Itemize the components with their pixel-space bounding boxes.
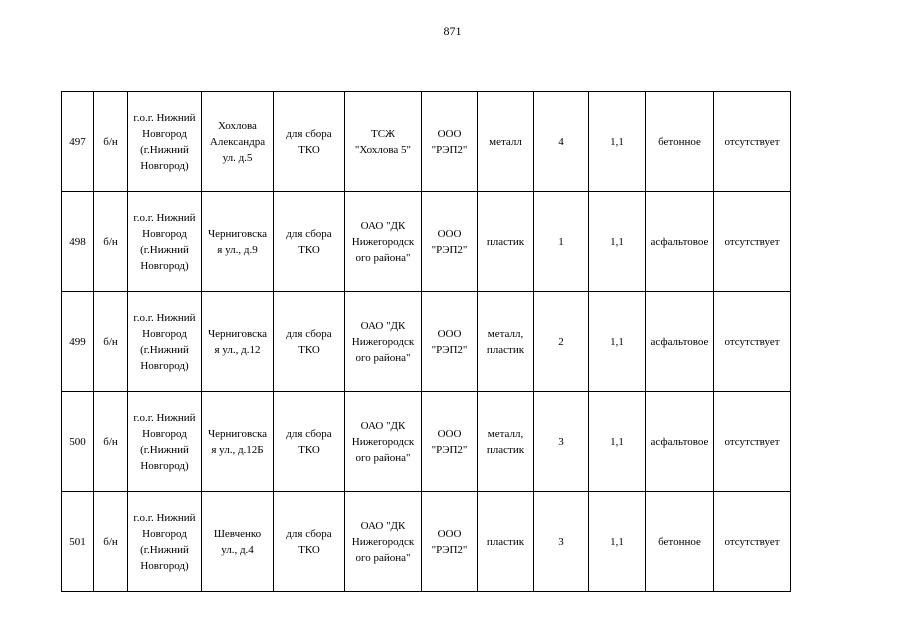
cell-line: металл, (487, 327, 524, 340)
cell-line: Хохлова (218, 119, 257, 132)
cell-line: ого района" (355, 351, 411, 364)
cell-owner (345, 192, 422, 292)
cell-line: Черниговска (207, 227, 268, 240)
cell-line: (г.Нижний (140, 543, 189, 556)
cell-line: Новгород (142, 427, 187, 440)
cell-line: Новгород (142, 327, 187, 340)
cell-fence: отсутствует (714, 392, 791, 492)
cell-registry-mark: б/н (94, 192, 128, 292)
cell-coverage: асфальтовое (646, 292, 714, 392)
cell-coverage: бетонное (646, 92, 714, 192)
table-row (62, 392, 791, 492)
cell-line: я ул., д.12 (214, 343, 261, 356)
cell-line: ТКО (298, 143, 320, 156)
cell-line: ООО (437, 427, 462, 440)
cell-line: Новгород) (140, 459, 189, 472)
cell-material (478, 192, 534, 292)
cell-volume: 1,1 (589, 292, 646, 392)
cell-line: ООО (437, 127, 462, 140)
cell-fence: отсутствует (714, 292, 791, 392)
cell-line: ТКО (298, 243, 320, 256)
cell-line: Черниговска (207, 427, 268, 440)
cell-operator (422, 292, 478, 392)
table-row (62, 492, 791, 592)
cell-number: 500 (62, 392, 94, 492)
cell-line: г.о.г. Нижний (133, 311, 196, 324)
cell-line: ТКО (298, 443, 320, 456)
cell-line: металл, (487, 427, 524, 440)
cell-volume: 1,1 (589, 92, 646, 192)
cell-line: (г.Нижний (140, 443, 189, 456)
cell-address (202, 392, 274, 492)
cell-owner (345, 392, 422, 492)
cell-line: Новгород) (140, 159, 189, 172)
cell-registry-mark: б/н (94, 92, 128, 192)
table-body (62, 92, 791, 592)
cell-line: Нижегородск (351, 335, 415, 348)
cell-registry-mark: б/н (94, 392, 128, 492)
cell-fence: отсутствует (714, 492, 791, 592)
cell-locality (128, 292, 202, 392)
cell-container-count: 2 (534, 292, 589, 392)
cell-line: (г.Нижний (140, 143, 189, 156)
cell-line: "Хохлова 5" (354, 143, 412, 156)
cell-line: пластик (486, 443, 525, 456)
cell-line: ООО (437, 227, 462, 240)
cell-coverage: асфальтовое (646, 392, 714, 492)
cell-owner (345, 492, 422, 592)
cell-line: Нижегородск (351, 235, 415, 248)
table-row (62, 292, 791, 392)
cell-container-count: 4 (534, 92, 589, 192)
cell-line: ого района" (355, 451, 411, 464)
cell-line: "РЭП2" (431, 243, 468, 256)
cell-line: я ул., д.9 (217, 243, 258, 256)
cell-line: для сбора (286, 427, 332, 440)
table-row (62, 92, 791, 192)
cell-line: ОАО "ДК (360, 419, 406, 432)
cell-volume: 1,1 (589, 492, 646, 592)
cell-line: пластик (486, 343, 525, 356)
cell-registry-mark: б/н (94, 292, 128, 392)
cell-volume: 1,1 (589, 192, 646, 292)
cell-locality (128, 492, 202, 592)
cell-purpose (274, 192, 345, 292)
cell-operator (422, 392, 478, 492)
cell-line: Нижегородск (351, 435, 415, 448)
cell-line: ТКО (298, 343, 320, 356)
cell-container-count: 3 (534, 392, 589, 492)
cell-line: ул. д.5 (222, 151, 253, 164)
cell-line: пластик (486, 535, 525, 548)
cell-line: "РЭП2" (431, 543, 468, 556)
cell-line: я ул., д.12Б (211, 443, 264, 456)
page-number: 871 (443, 24, 462, 38)
cell-line: ТКО (298, 543, 320, 556)
cell-line: Новгород) (140, 259, 189, 272)
cell-material (478, 92, 534, 192)
cell-locality (128, 392, 202, 492)
cell-line: г.о.г. Нижний (133, 211, 196, 224)
cell-line: Нижегородск (351, 535, 415, 548)
cell-owner (345, 292, 422, 392)
cell-locality (128, 192, 202, 292)
cell-line: для сбора (286, 527, 332, 540)
cell-line: ОАО "ДК (360, 319, 406, 332)
cell-coverage: бетонное (646, 492, 714, 592)
waste-site-table (61, 91, 791, 592)
cell-material (478, 392, 534, 492)
cell-line: для сбора (286, 127, 332, 140)
cell-line: г.о.г. Нижний (133, 511, 196, 524)
cell-line: Новгород) (140, 559, 189, 572)
cell-container-count: 3 (534, 492, 589, 592)
cell-line: ТСЖ (371, 127, 395, 140)
cell-line: "РЭП2" (431, 143, 468, 156)
table-row (62, 192, 791, 292)
cell-material (478, 492, 534, 592)
cell-line: Новгород (142, 527, 187, 540)
cell-container-count: 1 (534, 192, 589, 292)
cell-fence: отсутствует (714, 192, 791, 292)
cell-line: Шевченко (213, 527, 262, 540)
cell-line: для сбора (286, 227, 332, 240)
cell-line: Новгород (142, 127, 187, 140)
cell-material (478, 292, 534, 392)
cell-address (202, 92, 274, 192)
cell-number: 498 (62, 192, 94, 292)
cell-number: 501 (62, 492, 94, 592)
cell-operator (422, 492, 478, 592)
cell-line: ого района" (355, 551, 411, 564)
cell-line: Новгород) (140, 359, 189, 372)
cell-line: Черниговска (207, 327, 268, 340)
cell-volume: 1,1 (589, 392, 646, 492)
cell-number: 499 (62, 292, 94, 392)
cell-line: ООО (437, 327, 462, 340)
cell-purpose (274, 292, 345, 392)
cell-line: г.о.г. Нижний (133, 111, 196, 124)
cell-address (202, 192, 274, 292)
cell-line: ОАО "ДК (360, 519, 406, 532)
cell-purpose (274, 92, 345, 192)
cell-line: ООО (437, 527, 462, 540)
cell-locality (128, 92, 202, 192)
cell-line: ого района" (355, 251, 411, 264)
cell-line: Новгород (142, 227, 187, 240)
cell-operator (422, 92, 478, 192)
cell-registry-mark: б/н (94, 492, 128, 592)
cell-address (202, 492, 274, 592)
cell-fence: отсутствует (714, 92, 791, 192)
cell-owner (345, 92, 422, 192)
cell-line: Александра (209, 135, 266, 148)
cell-line: (г.Нижний (140, 243, 189, 256)
cell-operator (422, 192, 478, 292)
cell-line: пластик (486, 235, 525, 248)
cell-line: "РЭП2" (431, 343, 468, 356)
cell-number: 497 (62, 92, 94, 192)
cell-line: г.о.г. Нижний (133, 411, 196, 424)
cell-line: металл (489, 135, 522, 148)
cell-purpose (274, 392, 345, 492)
cell-address (202, 292, 274, 392)
cell-line: "РЭП2" (431, 443, 468, 456)
cell-line: ОАО "ДК (360, 219, 406, 232)
cell-purpose (274, 492, 345, 592)
cell-line: для сбора (286, 327, 332, 340)
cell-line: (г.Нижний (140, 343, 189, 356)
cell-coverage: асфальтовое (646, 192, 714, 292)
cell-line: ул., д.4 (221, 543, 254, 556)
